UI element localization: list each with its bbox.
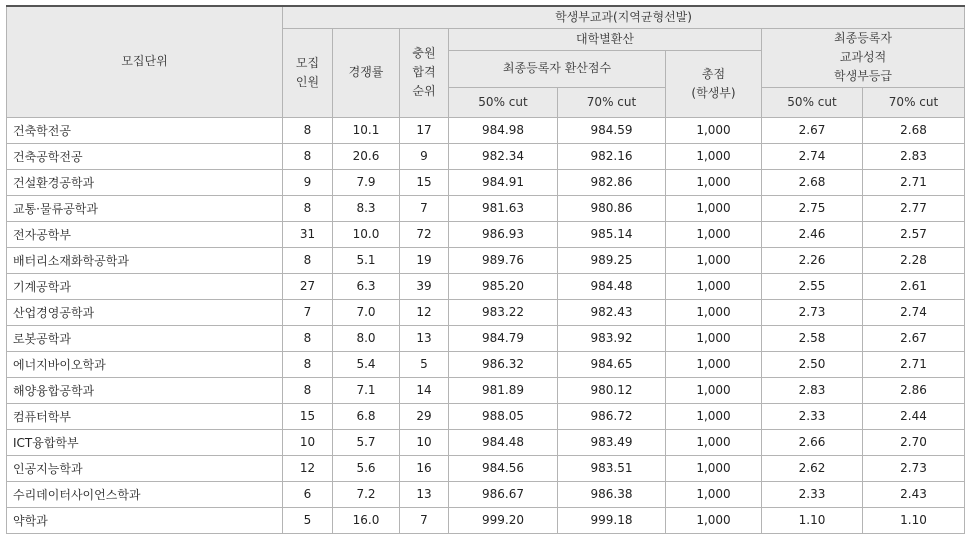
total-cell: 1,000 (666, 169, 762, 195)
grade-cut50-cell: 2.66 (762, 429, 863, 455)
table-row (7, 143, 965, 169)
waitlist-cell: 13 (400, 325, 449, 351)
grade-cut50-cell: 2.33 (762, 403, 863, 429)
score-cut70-cell: 986.72 (558, 403, 666, 429)
competition-cell: 5.1 (333, 247, 400, 273)
grade-cut70-cell: 2.74 (863, 299, 965, 325)
total-cell: 1,000 (666, 481, 762, 507)
unit-cell: 수리데이터사이언스학과 (7, 481, 283, 507)
table-body (7, 117, 965, 533)
unit-cell: 인공지능학과 (7, 455, 283, 481)
quota-header: 모집 인원 (283, 28, 333, 117)
unit-cell: 기계공학과 (7, 273, 283, 299)
total-header: 총점 (학생부) (666, 50, 762, 117)
table-row (7, 377, 965, 403)
score-cut50-cell: 984.98 (449, 117, 558, 143)
admission-results-table-container (6, 5, 965, 534)
grade-cut50-cell: 2.75 (762, 195, 863, 221)
waitlist-cell: 10 (400, 429, 449, 455)
grade-cut70-cell: 2.83 (863, 143, 965, 169)
score-cut70-cell: 980.86 (558, 195, 666, 221)
quota-cell: 10 (283, 429, 333, 455)
unit-cell: 에너지바이오학과 (7, 351, 283, 377)
score-cut70-cell: 980.12 (558, 377, 666, 403)
grade-cut70-cell: 2.44 (863, 403, 965, 429)
grade-cut50-cell: 2.26 (762, 247, 863, 273)
grade-cut70-cell: 2.28 (863, 247, 965, 273)
unit-cell: ICT융합학부 (7, 429, 283, 455)
quota-cell: 27 (283, 273, 333, 299)
competition-cell: 8.3 (333, 195, 400, 221)
unit-cell: 산업경영공학과 (7, 299, 283, 325)
group-title-header: 학생부교과(지역균형선발) (283, 6, 965, 28)
score-cut70-cell: 982.16 (558, 143, 666, 169)
total-cell: 1,000 (666, 429, 762, 455)
quota-cell: 12 (283, 455, 333, 481)
competition-cell: 7.0 (333, 299, 400, 325)
quota-cell: 6 (283, 481, 333, 507)
grade-cut70-cell: 2.73 (863, 455, 965, 481)
total-cell: 1,000 (666, 299, 762, 325)
score-cut70-cell: 983.49 (558, 429, 666, 455)
quota-cell: 8 (283, 195, 333, 221)
grade-cut50-cell: 2.74 (762, 143, 863, 169)
score-cut70-cell: 989.25 (558, 247, 666, 273)
score-cut70-cell: 986.38 (558, 481, 666, 507)
waitlist-cell: 13 (400, 481, 449, 507)
score-cut50-cell: 988.05 (449, 403, 558, 429)
grade-cut70-header: 70% cut (863, 87, 965, 117)
competition-cell: 20.6 (333, 143, 400, 169)
score-cut50-cell: 986.93 (449, 221, 558, 247)
quota-cell: 9 (283, 169, 333, 195)
total-cell: 1,000 (666, 195, 762, 221)
total-cell: 1,000 (666, 455, 762, 481)
table-row (7, 195, 965, 221)
competition-cell: 6.3 (333, 273, 400, 299)
waitlist-cell: 14 (400, 377, 449, 403)
total-cell: 1,000 (666, 221, 762, 247)
unit-cell: 교통·물류공학과 (7, 195, 283, 221)
grade-cut50-cell: 2.55 (762, 273, 863, 299)
table-row (7, 169, 965, 195)
competition-cell: 10.1 (333, 117, 400, 143)
competition-cell: 7.2 (333, 481, 400, 507)
table-row (7, 273, 965, 299)
competition-cell: 5.6 (333, 455, 400, 481)
waitlist-cell: 16 (400, 455, 449, 481)
quota-cell: 8 (283, 117, 333, 143)
table-row (7, 299, 965, 325)
total-cell: 1,000 (666, 403, 762, 429)
unit-cell: 건축공학전공 (7, 143, 283, 169)
table-row (7, 325, 965, 351)
final-score-header: 최종등록자 환산점수 (449, 50, 666, 87)
grade-cut70-cell: 2.71 (863, 169, 965, 195)
total-cell: 1,000 (666, 117, 762, 143)
table-row (7, 117, 965, 143)
competition-cell: 5.7 (333, 429, 400, 455)
score-cut70-cell: 982.86 (558, 169, 666, 195)
table-row (7, 221, 965, 247)
waitlist-cell: 15 (400, 169, 449, 195)
competition-cell: 6.8 (333, 403, 400, 429)
quota-cell: 15 (283, 403, 333, 429)
total-cell: 1,000 (666, 377, 762, 403)
grade-cut50-cell: 2.73 (762, 299, 863, 325)
grade-cut50-cell: 2.68 (762, 169, 863, 195)
grade-cut70-cell: 2.70 (863, 429, 965, 455)
score-cut70-cell: 999.18 (558, 507, 666, 533)
unit-cell: 약학과 (7, 507, 283, 533)
score-cut50-cell: 981.63 (449, 195, 558, 221)
grade-cut50-cell: 1.10 (762, 507, 863, 533)
waitlist-cell: 9 (400, 143, 449, 169)
unit-header: 모집단위 (7, 6, 283, 117)
table-header (7, 6, 965, 117)
competition-cell: 7.1 (333, 377, 400, 403)
unit-cell: 건축학전공 (7, 117, 283, 143)
score-cut50-cell: 986.67 (449, 481, 558, 507)
score-cut50-header: 50% cut (449, 87, 558, 117)
grade-cut70-cell: 2.43 (863, 481, 965, 507)
total-cell: 1,000 (666, 143, 762, 169)
waitlist-cell: 7 (400, 195, 449, 221)
waitlist-cell: 5 (400, 351, 449, 377)
table-row (7, 507, 965, 533)
table-row (7, 247, 965, 273)
grade-cut70-cell: 2.67 (863, 325, 965, 351)
score-cut70-header: 70% cut (558, 87, 666, 117)
grade-cut70-cell: 2.77 (863, 195, 965, 221)
competition-header: 경쟁률 (333, 28, 400, 117)
score-cut70-cell: 983.51 (558, 455, 666, 481)
total-cell: 1,000 (666, 351, 762, 377)
quota-cell: 8 (283, 325, 333, 351)
competition-cell: 7.9 (333, 169, 400, 195)
univ-conversion-header: 대학별환산 (449, 28, 762, 50)
grade-cut50-cell: 2.83 (762, 377, 863, 403)
unit-cell: 로봇공학과 (7, 325, 283, 351)
grade-cut50-cell: 2.58 (762, 325, 863, 351)
final-grade-header: 최종등록자 교과성적 학생부등급 (762, 28, 965, 87)
score-cut70-cell: 982.43 (558, 299, 666, 325)
quota-cell: 8 (283, 351, 333, 377)
unit-cell: 컴퓨터학부 (7, 403, 283, 429)
grade-cut50-cell: 2.33 (762, 481, 863, 507)
score-cut70-cell: 984.65 (558, 351, 666, 377)
table-row (7, 429, 965, 455)
grade-cut50-cell: 2.67 (762, 117, 863, 143)
score-cut50-cell: 984.91 (449, 169, 558, 195)
total-cell: 1,000 (666, 273, 762, 299)
quota-cell: 8 (283, 377, 333, 403)
quota-cell: 8 (283, 143, 333, 169)
grade-cut70-cell: 2.71 (863, 351, 965, 377)
grade-cut50-cell: 2.62 (762, 455, 863, 481)
grade-cut50-cell: 2.50 (762, 351, 863, 377)
grade-cut70-cell: 2.68 (863, 117, 965, 143)
competition-cell: 10.0 (333, 221, 400, 247)
grade-cut50-cell: 2.46 (762, 221, 863, 247)
score-cut50-cell: 985.20 (449, 273, 558, 299)
score-cut50-cell: 999.20 (449, 507, 558, 533)
quota-cell: 8 (283, 247, 333, 273)
unit-cell: 해양융합공학과 (7, 377, 283, 403)
score-cut70-cell: 984.59 (558, 117, 666, 143)
score-cut50-cell: 984.56 (449, 455, 558, 481)
competition-cell: 8.0 (333, 325, 400, 351)
quota-cell: 31 (283, 221, 333, 247)
score-cut70-cell: 984.48 (558, 273, 666, 299)
score-cut50-cell: 984.79 (449, 325, 558, 351)
unit-cell: 배터리소재화학공학과 (7, 247, 283, 273)
score-cut50-cell: 989.76 (449, 247, 558, 273)
unit-cell: 건설환경공학과 (7, 169, 283, 195)
grade-cut50-header: 50% cut (762, 87, 863, 117)
waitlist-header: 충원 합격 순위 (400, 28, 449, 117)
waitlist-cell: 7 (400, 507, 449, 533)
grade-cut70-cell: 2.57 (863, 221, 965, 247)
grade-cut70-cell: 1.10 (863, 507, 965, 533)
score-cut50-cell: 986.32 (449, 351, 558, 377)
score-cut50-cell: 981.89 (449, 377, 558, 403)
quota-cell: 5 (283, 507, 333, 533)
waitlist-cell: 39 (400, 273, 449, 299)
waitlist-cell: 17 (400, 117, 449, 143)
competition-cell: 16.0 (333, 507, 400, 533)
score-cut50-cell: 984.48 (449, 429, 558, 455)
grade-cut70-cell: 2.86 (863, 377, 965, 403)
quota-cell: 7 (283, 299, 333, 325)
score-cut50-cell: 983.22 (449, 299, 558, 325)
waitlist-cell: 19 (400, 247, 449, 273)
waitlist-cell: 72 (400, 221, 449, 247)
table-row (7, 455, 965, 481)
total-cell: 1,000 (666, 325, 762, 351)
waitlist-cell: 29 (400, 403, 449, 429)
admission-results-table (6, 5, 965, 534)
unit-cell: 전자공학부 (7, 221, 283, 247)
score-cut50-cell: 982.34 (449, 143, 558, 169)
score-cut70-cell: 985.14 (558, 221, 666, 247)
table-row (7, 403, 965, 429)
table-row (7, 481, 965, 507)
total-cell: 1,000 (666, 247, 762, 273)
competition-cell: 5.4 (333, 351, 400, 377)
total-cell: 1,000 (666, 507, 762, 533)
grade-cut70-cell: 2.61 (863, 273, 965, 299)
waitlist-cell: 12 (400, 299, 449, 325)
score-cut70-cell: 983.92 (558, 325, 666, 351)
table-row (7, 351, 965, 377)
